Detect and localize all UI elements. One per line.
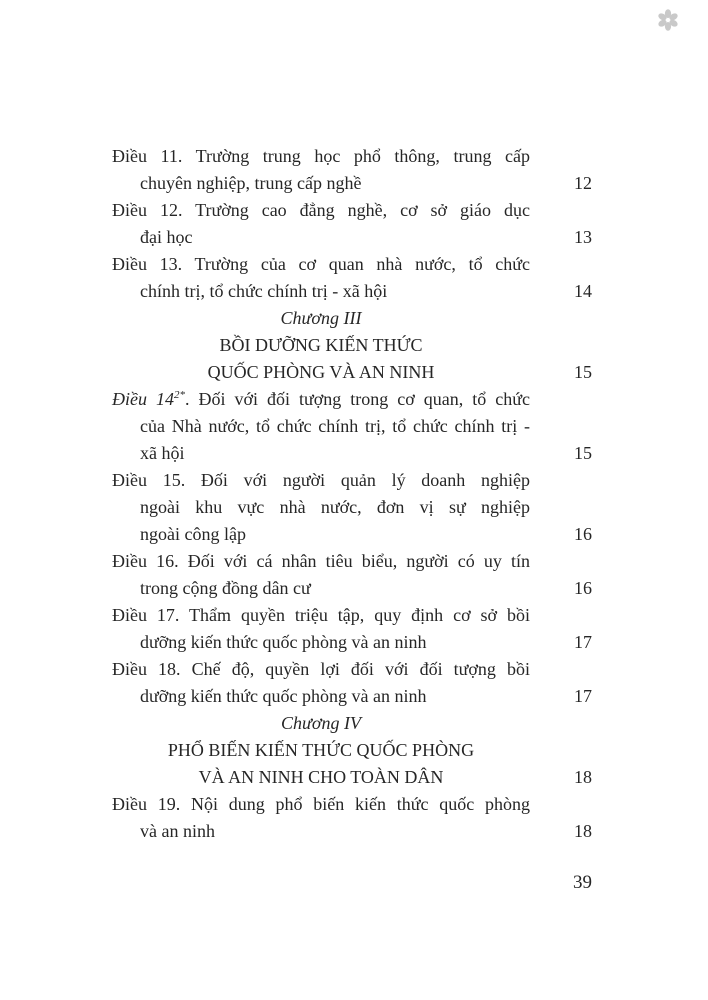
- toc-entry-chuong-iii: [112, 305, 592, 386]
- toc-page-number: 13: [574, 227, 592, 247]
- toc-text: ngoài khu vực nhà nước, đơn vị sự nghiệp: [140, 497, 530, 517]
- toc-text: 2*: [174, 389, 185, 401]
- toc-entries: [112, 143, 592, 845]
- toc-line: [112, 656, 530, 683]
- toc-text: Điều 15. Đối với người quản lý doanh nghiệp: [112, 470, 530, 490]
- toc-text: dưỡng kiến thức quốc phòng và an ninh: [140, 686, 427, 706]
- toc-page-number: 16: [574, 578, 592, 598]
- toc-text: Điều 16. Đối với cá nhân tiêu biểu, người có uy tín: [112, 551, 530, 571]
- toc-entry-dieu-11: [112, 143, 592, 197]
- toc-page-number: 12: [574, 173, 592, 193]
- toc-text: Điều 19. Nội dung phổ biến kiến thức quốc phòng: [112, 794, 530, 814]
- toc-line: [112, 251, 530, 278]
- toc-text: dưỡng kiến thức quốc phòng và an ninh: [140, 632, 427, 652]
- toc-line: [112, 197, 530, 224]
- chapter-title-line: PHỔ BIẾN KIẾN THỨC QUỐC PHÒNG: [167, 740, 475, 760]
- toc-text: Điều 18. Chế độ, quyền lợi đối với đối tượng bồi: [112, 659, 530, 679]
- page-number: 39: [573, 872, 592, 893]
- toc-entry-dieu-15: [112, 467, 592, 548]
- chapter-label: Chương III: [280, 308, 362, 328]
- toc-line: [112, 548, 530, 575]
- toc-line: [112, 440, 530, 467]
- toc-page-number: 17: [574, 632, 592, 652]
- chapter-label: Chương IV: [281, 713, 361, 733]
- flower-ornament-icon: [656, 8, 680, 32]
- toc-page-number: 18: [574, 767, 592, 787]
- toc-line: [112, 791, 530, 818]
- toc-text: Điều 12. Trường cao đẳng nghề, cơ sở giáo dục: [112, 200, 530, 220]
- toc-page-number: 15: [574, 443, 592, 463]
- toc-text: Điều 17. Thẩm quyền triệu tập, quy định cơ sở bồi: [112, 605, 530, 625]
- chapter-title-line: VÀ AN NINH CHO TOÀN DÂN: [198, 767, 444, 787]
- toc-text: xã hội: [140, 443, 185, 463]
- toc-entry-dieu-16: [112, 548, 592, 602]
- toc-line: [112, 683, 530, 710]
- toc-entry-dieu-13: [112, 251, 592, 305]
- toc-entry-chuong-iv: [112, 710, 592, 791]
- toc-text: Điều 14: [112, 389, 174, 409]
- toc-line: [112, 818, 530, 845]
- toc-line: [112, 278, 530, 305]
- toc-line: [112, 602, 530, 629]
- toc-entry-dieu-17: [112, 602, 592, 656]
- chapter-title-line: QUỐC PHÒNG VÀ AN NINH: [207, 362, 435, 382]
- toc-text: . Đối với đối tượng trong cơ quan, tổ chức: [185, 389, 530, 409]
- toc-line: [112, 170, 530, 197]
- toc-text: trong cộng đồng dân cư: [140, 578, 311, 598]
- toc-page-number: 17: [574, 686, 592, 706]
- chapter-title-line: BỒI DƯỠNG KIẾN THỨC: [219, 335, 423, 355]
- toc-text: ngoài công lập: [140, 524, 246, 544]
- toc-line: [112, 467, 530, 494]
- toc-line: [112, 494, 530, 521]
- toc-line: [112, 413, 530, 440]
- toc-line: [112, 629, 530, 656]
- toc-page-number: 14: [574, 281, 592, 301]
- toc-line: [112, 521, 530, 548]
- toc-text: chính trị, tổ chức chính trị - xã hội: [140, 281, 388, 301]
- toc-page-number: 15: [574, 362, 592, 382]
- toc-line: [112, 224, 530, 251]
- toc-page-number: 18: [574, 821, 592, 841]
- toc-line: [112, 575, 530, 602]
- toc-text: chuyên nghiệp, trung cấp nghề: [140, 173, 362, 193]
- toc-line: [112, 143, 530, 170]
- toc-entry-dieu-18: [112, 656, 592, 710]
- toc-entry-dieu-14: [112, 386, 592, 467]
- toc-text: Điều 13. Trường của cơ quan nhà nước, tổ chức: [112, 254, 530, 274]
- toc-entry-dieu-19: [112, 791, 592, 845]
- toc-text: Điều 11. Trường trung học phổ thông, trung cấp: [112, 146, 530, 166]
- toc-page-number: 16: [574, 524, 592, 544]
- toc-entry-dieu-12: [112, 197, 592, 251]
- toc-line: [112, 386, 530, 413]
- toc-text: đại học: [140, 227, 193, 247]
- toc-text: và an ninh: [140, 821, 215, 841]
- toc-text: của Nhà nước, tổ chức chính trị, tổ chức chính trị -: [140, 416, 530, 436]
